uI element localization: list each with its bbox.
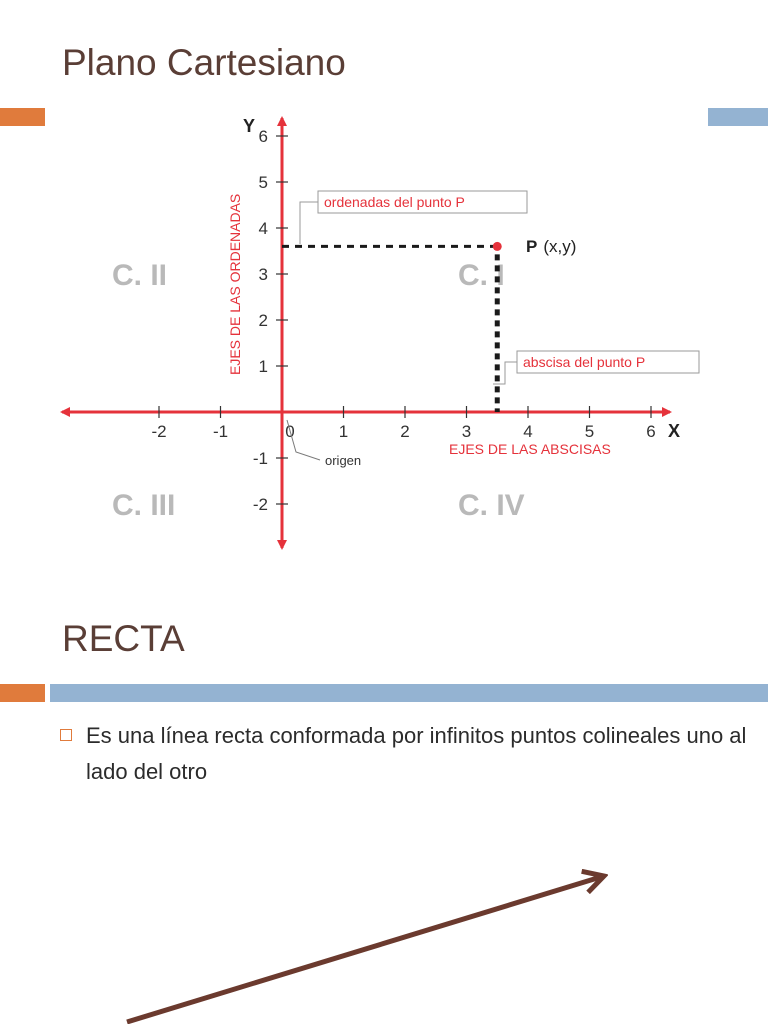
y-tick-label: 4	[258, 219, 268, 238]
y-tick-label: 3	[258, 265, 268, 284]
origin-label: origen	[325, 453, 362, 468]
x-tick-label: -1	[212, 422, 229, 441]
quadrant-2-label: C. II	[112, 259, 168, 292]
point-p-dot	[493, 242, 502, 251]
ordinate-callout-label: ordenadas del punto P	[324, 194, 465, 210]
x-tick-label: 2	[400, 422, 410, 441]
point-p-name: P	[526, 237, 538, 256]
y-tick-label: 5	[258, 173, 268, 192]
y-tick-label: 2	[258, 311, 268, 330]
y-axis-caption: EJES DE LAS ORDENADAS	[227, 193, 243, 375]
y-tick-label: 6	[258, 127, 268, 146]
slide-title-plano: Plano Cartesiano	[62, 42, 346, 83]
x-tick-label: -2	[151, 422, 167, 441]
recta-arrow-line	[127, 876, 604, 1022]
recta-band-orange	[0, 684, 45, 702]
y-axis-name: Y	[243, 116, 256, 136]
x-tick-label: 3	[461, 422, 472, 441]
ordinate-callout-leader	[300, 202, 318, 244]
point-p-label	[526, 237, 576, 256]
y-tick-label: -2	[252, 495, 268, 514]
x-tick-label: 0	[285, 422, 295, 441]
quadrant-3-label: C. III	[112, 489, 176, 522]
x-tick-label: 4	[523, 422, 533, 441]
quadrant-4-label: C. IV	[458, 489, 525, 522]
square-bullet-icon	[60, 729, 72, 741]
y-tick-label: -1	[252, 449, 268, 468]
x-tick-label: 5	[584, 422, 595, 441]
quadrant-1-label: C. I	[458, 259, 505, 292]
recta-band-blue	[50, 684, 768, 702]
abscissa-callout-label: abscisa del punto P	[523, 354, 646, 370]
x-axis-name: X	[668, 421, 681, 441]
x-tick-label: 6	[646, 422, 656, 441]
point-p-coords: (x,y)	[543, 237, 577, 256]
x-tick-label: 1	[338, 422, 349, 441]
y-tick-label: 1	[258, 357, 268, 376]
recta-bullet	[60, 718, 750, 790]
slide-title-recta: RECTA	[62, 618, 185, 659]
x-axis-caption: EJES DE LAS ABSCISAS	[449, 441, 611, 457]
recta-bullet-text: Es una línea recta conformada por infinitos puntos colineales uno al lado del otro	[86, 723, 747, 784]
